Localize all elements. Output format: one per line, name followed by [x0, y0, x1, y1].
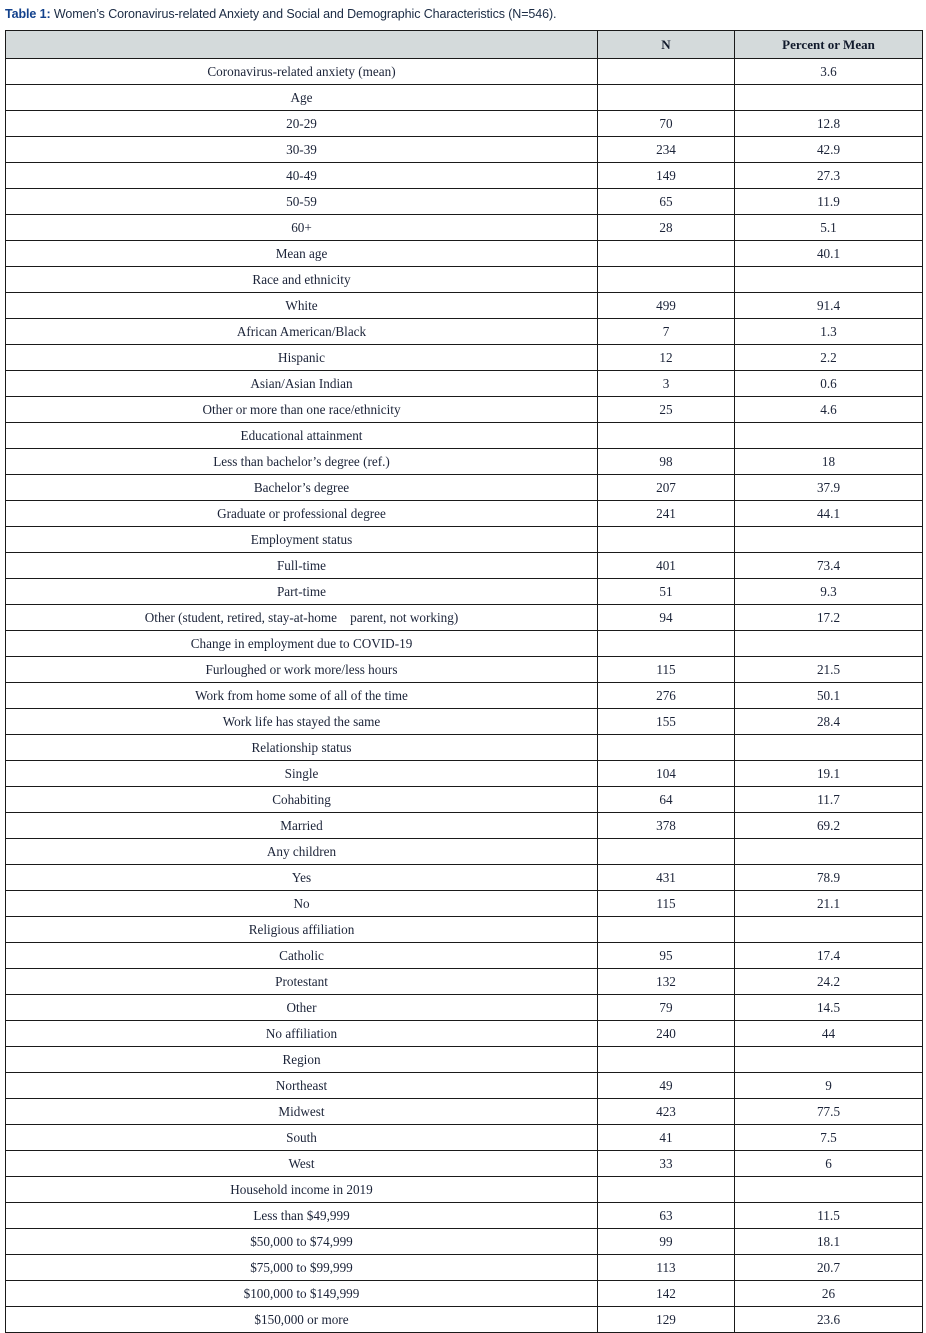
row-n-value [598, 917, 735, 943]
row-label: Age [6, 85, 598, 111]
row-label: 20-29 [6, 111, 598, 137]
row-percent-or-mean-value: 1.3 [735, 319, 923, 345]
row-label: 60+ [6, 215, 598, 241]
row-percent-or-mean-value: 77.5 [735, 1099, 923, 1125]
row-label: 30-39 [6, 137, 598, 163]
row-label: No affiliation [6, 1021, 598, 1047]
row-percent-or-mean-value: 21.5 [735, 657, 923, 683]
row-percent-or-mean-value [735, 631, 923, 657]
row-label: African American/Black [6, 319, 598, 345]
table-row [6, 527, 923, 553]
row-label: Religious affiliation [6, 917, 598, 943]
row-percent-or-mean-value: 0.6 [735, 371, 923, 397]
table-row [6, 631, 923, 657]
table-row [6, 709, 923, 735]
row-label: Catholic [6, 943, 598, 969]
table-row [6, 319, 923, 345]
table-row [6, 839, 923, 865]
row-percent-or-mean-value [735, 917, 923, 943]
row-label: Protestant [6, 969, 598, 995]
table-row [6, 189, 923, 215]
table-row [6, 345, 923, 371]
row-n-value: 7 [598, 319, 735, 345]
row-percent-or-mean-value: 24.2 [735, 969, 923, 995]
row-percent-or-mean-value: 18 [735, 449, 923, 475]
row-percent-or-mean-value [735, 839, 923, 865]
row-n-value: 499 [598, 293, 735, 319]
row-n-value: 28 [598, 215, 735, 241]
row-n-value [598, 839, 735, 865]
row-n-value [598, 85, 735, 111]
row-percent-or-mean-value [735, 1047, 923, 1073]
row-percent-or-mean-value: 11.5 [735, 1203, 923, 1229]
row-label: Region [6, 1047, 598, 1073]
row-percent-or-mean-value: 12.8 [735, 111, 923, 137]
table-row [6, 59, 923, 85]
table-row [6, 917, 923, 943]
row-percent-or-mean-value: 4.6 [735, 397, 923, 423]
row-percent-or-mean-value: 17.4 [735, 943, 923, 969]
row-label: 40-49 [6, 163, 598, 189]
row-n-value: 98 [598, 449, 735, 475]
row-n-value: 431 [598, 865, 735, 891]
row-n-value: 142 [598, 1281, 735, 1307]
table-row [6, 423, 923, 449]
row-n-value: 33 [598, 1151, 735, 1177]
row-label: Work from home some of all of the time [6, 683, 598, 709]
row-label: $75,000 to $99,999 [6, 1255, 598, 1281]
row-percent-or-mean-value: 20.7 [735, 1255, 923, 1281]
table-row [6, 1125, 923, 1151]
row-n-value: 113 [598, 1255, 735, 1281]
table-caption-text: Women’s Coronavirus-related Anxiety and Social and Demographic Characteristics (N=546). [50, 7, 557, 21]
table-row [6, 1203, 923, 1229]
row-n-value: 240 [598, 1021, 735, 1047]
row-n-value: 65 [598, 189, 735, 215]
table-row [6, 501, 923, 527]
row-label: Mean age [6, 241, 598, 267]
row-percent-or-mean-value: 40.1 [735, 241, 923, 267]
row-n-value: 95 [598, 943, 735, 969]
row-label: Single [6, 761, 598, 787]
row-label: Race and ethnicity [6, 267, 598, 293]
table-row [6, 475, 923, 501]
row-percent-or-mean-value: 17.2 [735, 605, 923, 631]
row-percent-or-mean-value: 73.4 [735, 553, 923, 579]
row-n-value [598, 1047, 735, 1073]
row-label: Relationship status [6, 735, 598, 761]
row-n-value [598, 631, 735, 657]
table-row [6, 1151, 923, 1177]
table-row [6, 969, 923, 995]
row-n-value: 423 [598, 1099, 735, 1125]
table-row [6, 787, 923, 813]
row-percent-or-mean-value: 6 [735, 1151, 923, 1177]
row-percent-or-mean-value [735, 1177, 923, 1203]
row-label: Hispanic [6, 345, 598, 371]
row-label: Coronavirus-related anxiety (mean) [6, 59, 598, 85]
row-label: Furloughed or work more/less hours [6, 657, 598, 683]
row-percent-or-mean-value: 69.2 [735, 813, 923, 839]
row-label: Married [6, 813, 598, 839]
row-percent-or-mean-value: 3.6 [735, 59, 923, 85]
row-percent-or-mean-value: 9 [735, 1073, 923, 1099]
row-percent-or-mean-value [735, 423, 923, 449]
row-n-value: 64 [598, 787, 735, 813]
table-row [6, 241, 923, 267]
row-n-value [598, 1177, 735, 1203]
table-row [6, 1099, 923, 1125]
table-row [6, 449, 923, 475]
row-label: Full-time [6, 553, 598, 579]
row-n-value: 378 [598, 813, 735, 839]
table-row [6, 293, 923, 319]
row-n-value: 49 [598, 1073, 735, 1099]
row-percent-or-mean-value: 23.6 [735, 1307, 923, 1333]
row-n-value: 94 [598, 605, 735, 631]
table-row [6, 579, 923, 605]
row-label: Any children [6, 839, 598, 865]
row-percent-or-mean-value [735, 735, 923, 761]
row-percent-or-mean-value: 9.3 [735, 579, 923, 605]
row-n-value: 401 [598, 553, 735, 579]
row-n-value: 115 [598, 657, 735, 683]
table-caption-label: Table 1: [5, 7, 51, 21]
row-percent-or-mean-value: 37.9 [735, 475, 923, 501]
row-label: 50-59 [6, 189, 598, 215]
row-percent-or-mean-value: 21.1 [735, 891, 923, 917]
row-n-value: 41 [598, 1125, 735, 1151]
row-label: Work life has stayed the same [6, 709, 598, 735]
row-percent-or-mean-value: 28.4 [735, 709, 923, 735]
row-n-value [598, 735, 735, 761]
row-percent-or-mean-value: 78.9 [735, 865, 923, 891]
row-label: $150,000 or more [6, 1307, 598, 1333]
column-header-n: N [598, 31, 735, 59]
row-n-value: 12 [598, 345, 735, 371]
table-row [6, 735, 923, 761]
row-n-value [598, 527, 735, 553]
row-n-value: 132 [598, 969, 735, 995]
row-n-value [598, 59, 735, 85]
row-label: Less than bachelor’s degree (ref.) [6, 449, 598, 475]
row-n-value: 241 [598, 501, 735, 527]
row-label: $100,000 to $149,999 [6, 1281, 598, 1307]
characteristics-table [5, 30, 923, 1333]
table-row [6, 85, 923, 111]
row-n-value: 63 [598, 1203, 735, 1229]
row-percent-or-mean-value [735, 527, 923, 553]
row-label: Educational attainment [6, 423, 598, 449]
row-n-value: 149 [598, 163, 735, 189]
row-n-value: 207 [598, 475, 735, 501]
table-row [6, 1021, 923, 1047]
table-row [6, 761, 923, 787]
row-percent-or-mean-value: 91.4 [735, 293, 923, 319]
row-percent-or-mean-value: 42.9 [735, 137, 923, 163]
table-row [6, 1281, 923, 1307]
table-row [6, 1229, 923, 1255]
row-n-value: 276 [598, 683, 735, 709]
table-row [6, 605, 923, 631]
table-body [6, 59, 923, 1333]
row-label: No [6, 891, 598, 917]
row-n-value: 99 [598, 1229, 735, 1255]
row-label: Change in employment due to COVID-19 [6, 631, 598, 657]
row-percent-or-mean-value [735, 85, 923, 111]
row-n-value: 70 [598, 111, 735, 137]
table-row [6, 683, 923, 709]
row-label: Less than $49,999 [6, 1203, 598, 1229]
row-label: Other or more than one race/ethnicity [6, 397, 598, 423]
row-percent-or-mean-value: 27.3 [735, 163, 923, 189]
row-label: Asian/Asian Indian [6, 371, 598, 397]
table-caption [5, 7, 556, 22]
row-n-value: 3 [598, 371, 735, 397]
table-row [6, 163, 923, 189]
table-row [6, 215, 923, 241]
row-label: Part-time [6, 579, 598, 605]
row-percent-or-mean-value: 7.5 [735, 1125, 923, 1151]
row-percent-or-mean-value: 2.2 [735, 345, 923, 371]
row-label: Other (student, retired, stay-at-home parent, not working) [6, 605, 598, 631]
table-row [6, 891, 923, 917]
table-header-row [6, 31, 923, 59]
row-percent-or-mean-value: 5.1 [735, 215, 923, 241]
row-percent-or-mean-value: 19.1 [735, 761, 923, 787]
row-percent-or-mean-value: 11.9 [735, 189, 923, 215]
table-row [6, 1073, 923, 1099]
row-label: Household income in 2019 [6, 1177, 598, 1203]
row-label: West [6, 1151, 598, 1177]
table-row [6, 657, 923, 683]
row-label: South [6, 1125, 598, 1151]
row-percent-or-mean-value: 18.1 [735, 1229, 923, 1255]
table-row [6, 111, 923, 137]
table-row [6, 1047, 923, 1073]
table-row [6, 553, 923, 579]
row-percent-or-mean-value: 50.1 [735, 683, 923, 709]
row-label: White [6, 293, 598, 319]
table-row [6, 137, 923, 163]
table-row [6, 943, 923, 969]
row-n-value: 129 [598, 1307, 735, 1333]
row-label: Yes [6, 865, 598, 891]
row-percent-or-mean-value: 11.7 [735, 787, 923, 813]
row-label: Midwest [6, 1099, 598, 1125]
row-percent-or-mean-value: 44 [735, 1021, 923, 1047]
row-n-value: 25 [598, 397, 735, 423]
table-row [6, 865, 923, 891]
row-label: $50,000 to $74,999 [6, 1229, 598, 1255]
row-n-value: 115 [598, 891, 735, 917]
table-row [6, 397, 923, 423]
row-n-value: 51 [598, 579, 735, 605]
table-row [6, 1307, 923, 1333]
row-n-value [598, 267, 735, 293]
row-n-value [598, 241, 735, 267]
row-n-value: 79 [598, 995, 735, 1021]
row-label: Graduate or professional degree [6, 501, 598, 527]
row-label: Bachelor’s degree [6, 475, 598, 501]
table-row [6, 267, 923, 293]
table-head [6, 31, 923, 59]
column-header-percent-or-mean: Percent or Mean [735, 31, 923, 59]
row-percent-or-mean-value [735, 267, 923, 293]
row-label: Cohabiting [6, 787, 598, 813]
row-n-value: 155 [598, 709, 735, 735]
row-n-value [598, 423, 735, 449]
column-header-characteristic [6, 31, 598, 59]
row-label: Other [6, 995, 598, 1021]
table-row [6, 1255, 923, 1281]
row-n-value: 104 [598, 761, 735, 787]
table-row [6, 1177, 923, 1203]
row-percent-or-mean-value: 26 [735, 1281, 923, 1307]
row-label: Employment status [6, 527, 598, 553]
row-percent-or-mean-value: 44.1 [735, 501, 923, 527]
row-percent-or-mean-value: 14.5 [735, 995, 923, 1021]
table-row [6, 995, 923, 1021]
row-n-value: 234 [598, 137, 735, 163]
table-row [6, 813, 923, 839]
row-label: Northeast [6, 1073, 598, 1099]
table-row [6, 371, 923, 397]
